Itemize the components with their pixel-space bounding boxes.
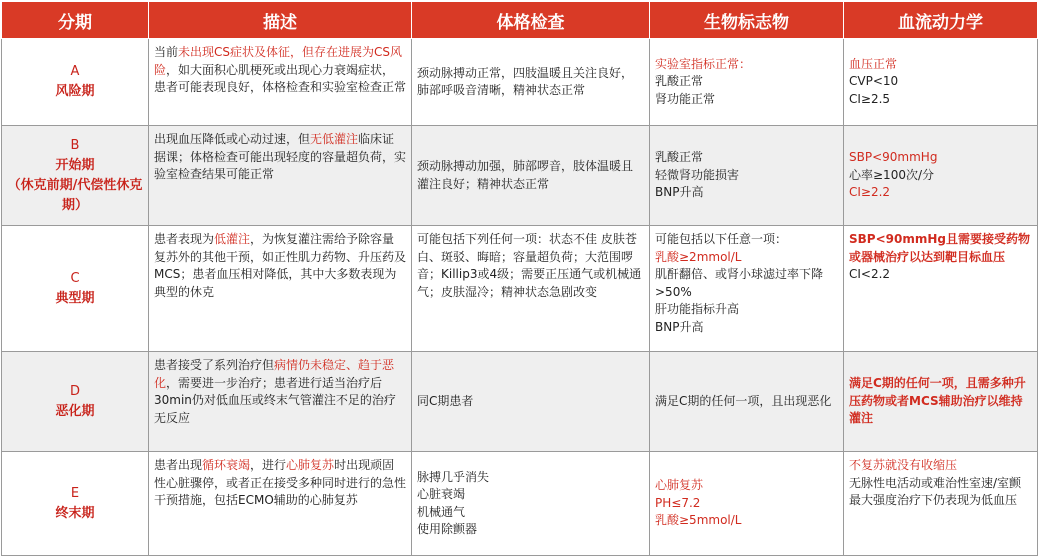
text: 可能包括以下任意一项： — [655, 232, 788, 246]
highlight-text: SBP<90mmHg — [849, 150, 938, 165]
stage-name: 恶化期 — [55, 403, 95, 419]
hemodynamics-cell — [844, 126, 1038, 226]
highlight-text: CI≥2.2 — [849, 185, 891, 200]
stage-code: E — [70, 485, 80, 501]
shock-staging-table — [1, 1, 1038, 556]
stage-name: 终末期 — [55, 505, 95, 521]
highlight-text: 实验室指标正常： — [655, 56, 752, 71]
text: 最大强度治疗下仍表现为低血压 — [849, 493, 1018, 507]
stage-name: 典型期 — [55, 290, 95, 306]
text: ，进行 — [250, 458, 287, 472]
highlight-text: 低灌注 — [214, 232, 251, 246]
text: 肾功能正常 — [655, 91, 716, 106]
exam-cell: 颈动脉搏动加强，肺部啰音，肢体温暖且灌注良好；精神状态正常 — [412, 126, 650, 226]
text: 出现血压降低或心动过速，但 — [154, 132, 311, 146]
text: 机械通气 — [417, 504, 466, 519]
header-stage: 分期 — [2, 2, 149, 39]
highlight-text: 心肺复苏 — [655, 478, 704, 493]
description-cell — [149, 352, 412, 452]
highlight-text: 乳酸≥2mmol/L — [655, 249, 742, 264]
text: CI≥2.5 — [849, 91, 891, 106]
text: 患者接受了系列治疗但 — [154, 358, 275, 372]
stage-code: A — [70, 64, 80, 79]
header-physical-exam: 体格检查 — [412, 2, 650, 39]
table-row-e — [2, 452, 1038, 556]
header-hemodynamics: 血流动力学 — [844, 2, 1038, 39]
biomarker-cell — [650, 452, 844, 556]
stage-name: 开始期 — [55, 157, 95, 173]
exam-cell: 同C期患者 — [412, 352, 650, 452]
stage-cell — [2, 352, 149, 452]
highlight-text: 不复苏就没有收缩压 — [849, 458, 958, 472]
text: ，需要进一步治疗；患者进行适当治疗后30min仍对低血压或终末气管灌注不足的治疗无反应 — [154, 375, 396, 425]
hemodynamics-cell: 满足C期的任何一项，且需多种升压药物或者MCS辅助治疗以维持灌注 — [844, 352, 1038, 452]
exam-cell — [412, 452, 650, 556]
description-cell — [149, 39, 412, 126]
stage-cell — [2, 226, 149, 352]
text: CI<2.2 — [849, 267, 891, 281]
stage-cell — [2, 126, 149, 226]
description-cell — [149, 126, 412, 226]
text: 患者表现为 — [154, 232, 215, 246]
highlight-text: 心肺复苏 — [286, 458, 335, 472]
text: 肌酐翻倍、或肾小球滤过率下降>50% — [655, 267, 824, 299]
text: ，如大面积心肌梗死或出现心力衰竭症状，患者可能表现良好，体格检查和实验室检查正常 — [154, 62, 407, 94]
text: 使用除颤器 — [417, 522, 478, 536]
text: 临床证据课；体格检查可能出现轻度的容量超负荷，实验室检查结果可能正常 — [154, 132, 407, 181]
table-row-b — [2, 126, 1038, 226]
text: 心率≥100次/分 — [849, 167, 935, 182]
hemodynamics-cell — [844, 452, 1038, 556]
stage-cell — [2, 452, 149, 556]
biomarker-cell — [650, 39, 844, 126]
highlight-text: 乳酸≥5mmol/L — [655, 513, 742, 528]
hemodynamics-cell — [844, 226, 1038, 352]
text: 脉搏几乎消失 — [417, 469, 490, 484]
text: 当前 — [154, 45, 179, 59]
biomarker-cell: 满足C期的任何一项，且出现恶化 — [650, 352, 844, 452]
text: BNP升高 — [655, 319, 704, 334]
text: ，为恢复灌注需给予除容量复苏外的其他干预，如正性肌力药物、升压药及MCS；患者血压相对降低，其中大多数表现为典型的休克 — [154, 232, 407, 299]
highlight-text: 未出现CS症状及体征，但存在进展为CS风险 — [154, 45, 403, 77]
text: 轻微肾功能损害 — [655, 167, 740, 182]
highlight-text: 循环衰竭 — [202, 458, 251, 472]
stage-code: B — [70, 137, 80, 153]
highlight-text: PH≤7.2 — [655, 495, 701, 510]
text: 心脏衰竭 — [417, 487, 466, 501]
table-row-d — [2, 352, 1038, 452]
stage-cell — [2, 39, 149, 126]
stage-code: C — [70, 270, 80, 286]
hemodynamics-cell — [844, 39, 1038, 126]
stage-name: 风险期 — [55, 84, 95, 99]
exam-cell: 颈动脉搏动正常，四肢温暖且关注良好，肺部呼吸音清晰，精神状态正常 — [412, 39, 650, 126]
highlight-text: 无低灌注 — [310, 132, 359, 146]
text: 乳酸正常 — [655, 74, 704, 89]
header-row — [2, 2, 1038, 39]
highlight-text: SBP<90mmHg且需要接受药物或器械治疗以达到靶目标血压 — [849, 232, 1030, 264]
biomarker-cell — [650, 126, 844, 226]
text: 时出现顽固性心脏骤停，或者正在接受多种同时进行的急性干预措施，包括ECMO辅助的心肺复苏 — [154, 458, 407, 507]
stage-subname: （休克前期/代偿性休克期） — [7, 177, 143, 213]
text: 患者出现 — [154, 458, 203, 472]
header-description: 描述 — [149, 2, 412, 39]
stage-code: D — [69, 383, 80, 399]
text: BNP升高 — [655, 185, 704, 200]
text: CVP<10 — [849, 74, 899, 89]
exam-cell: 可能包括下列任何一项：状态不佳 皮肤苍白、斑驳、晦暗；容量超负荷；大范围啰音；Killip3或4级；需要正压通气或机械通气；皮肤湿冷；精神状态急剧改变 — [412, 226, 650, 352]
highlight-text: 血压正常 — [849, 56, 898, 71]
text: 无脉性电活动或难治性室速/室颤 — [849, 475, 1022, 490]
description-cell — [149, 452, 412, 556]
header-biomarkers: 生物标志物 — [650, 2, 844, 39]
biomarker-cell — [650, 226, 844, 352]
table-row-a — [2, 39, 1038, 126]
description-cell — [149, 226, 412, 352]
text: 肝功能指标升高 — [655, 302, 740, 316]
text: 乳酸正常 — [655, 150, 704, 165]
table-row-c — [2, 226, 1038, 352]
highlight-text: 病情仍未稳定、趋于恶化 — [154, 358, 395, 390]
